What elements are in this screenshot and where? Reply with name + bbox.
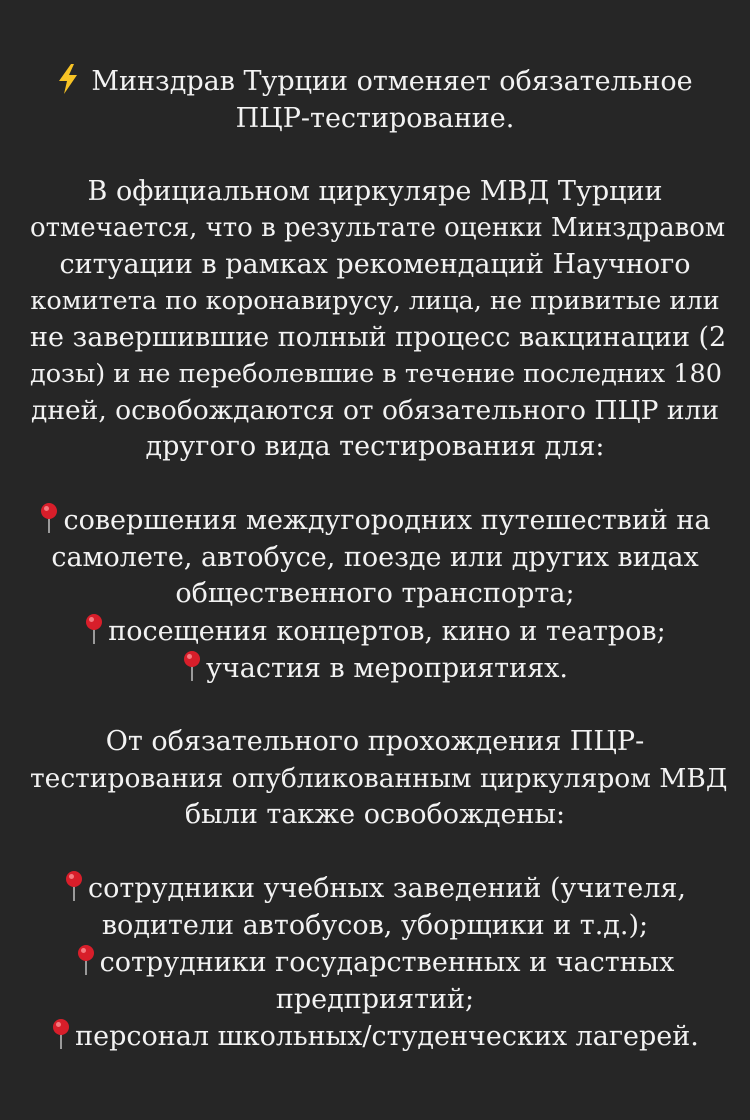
list-item-text: сотрудники учебных заведений (учителя, — [88, 873, 686, 904]
headline-line: ПЦР-тестирование. — [235, 102, 515, 134]
staff-list — [0, 870, 750, 1056]
headline — [0, 64, 750, 137]
list-item-text: персонал школьных/студенческих лагерей. — [75, 1021, 699, 1052]
headline-line — [30, 64, 720, 101]
list-item-continuation: общественного транспорта; — [175, 578, 575, 609]
list-item — [30, 650, 720, 688]
round-pushpin-icon — [182, 650, 202, 682]
list-item-text: сотрудники государственных и частных — [99, 947, 675, 978]
list-item — [30, 944, 720, 982]
intro-line: ситуации в рамках рекомендаций Научного — [59, 248, 691, 280]
headline-line-text: Минздрав Турции отменяет обязательное — [91, 66, 693, 97]
intro-line: дозы) и не переболевшие в течение последних 180 — [30, 359, 722, 389]
list-item-continuation: предприятий; — [275, 983, 475, 1015]
list-item-text: совершения междугородних путешествий на — [63, 505, 711, 536]
story-text — [0, 64, 750, 1092]
intro-paragraph — [0, 174, 750, 466]
list-item — [30, 870, 720, 908]
exemptions-list — [0, 502, 750, 688]
second-intro-line: От обязательного прохождения ПЦР- — [105, 726, 645, 757]
intro-line: комитета по коронавирусу, лица, не привитые или — [30, 286, 720, 316]
intro-line: другого вида тестирования для: — [145, 431, 605, 462]
round-pushpin-icon — [39, 502, 59, 534]
list-item — [30, 613, 720, 651]
list-item — [30, 1018, 720, 1056]
round-pushpin-icon — [76, 944, 96, 976]
list-item-continuation: самолете, автобусе, поезде или других видах — [51, 541, 699, 573]
list-item-text: посещения концертов, кино и театров; — [108, 615, 666, 647]
intro-line: В официальном циркуляре МВД Турции — [87, 175, 663, 207]
list-item — [30, 502, 720, 540]
high-voltage-icon — [57, 64, 79, 94]
list-item-text: участия в мероприятиях. — [206, 653, 568, 684]
second-intro-paragraph — [0, 724, 750, 834]
round-pushpin-icon — [51, 1018, 71, 1050]
round-pushpin-icon — [84, 613, 104, 645]
intro-line: дней, освобождаются от обязательного ПЦР или — [31, 394, 719, 426]
second-intro-line: были также освобождены: — [184, 799, 566, 830]
second-intro-line: тестирования опубликованным циркуляром МВД — [30, 762, 728, 794]
round-pushpin-icon — [64, 870, 84, 902]
intro-line: не завершившие полный процесс вакцинации (2 — [30, 321, 727, 353]
list-item-continuation: водители автобусов, уборщики и т.д.); — [101, 909, 649, 941]
intro-line: отмечается, что в результате оценки Минздравом — [30, 213, 726, 243]
